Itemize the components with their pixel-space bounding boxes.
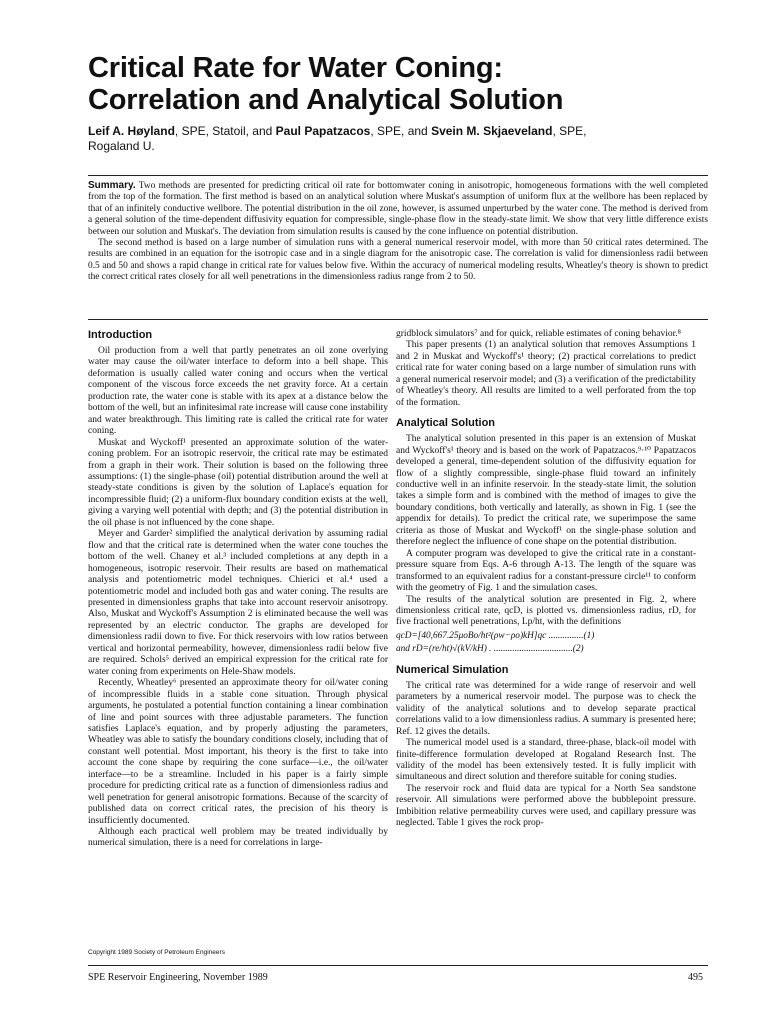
author-2-name: Paul Papatzacos — [275, 124, 371, 138]
author-line-2: Rogaland U. — [88, 139, 155, 153]
equation-2: and rD=(re/ht)√(kV/kH) . ..................................(2) — [396, 644, 584, 655]
analytical-paragraph-2: A computer program was developed to give the critical rate in a constant-pressure square from Eqs. A-6 through A-13. The length of the square was transformed to an equivalent radius for a constant-pressure circle¹¹ to conform with the geometry of Fig. 1 and the simulation cases. — [396, 548, 696, 594]
summary-lead: Summary. — [88, 180, 136, 191]
title-line-2: Correlation and Analytical Solution — [88, 84, 564, 116]
section-heading-introduction: Introduction — [88, 329, 153, 341]
author-3-affiliation: , SPE, — [552, 124, 587, 138]
summary-paragraph-2: The second method is based on a large number of simulation runs with a general numerical reservoir model, with more than 50 critical rates determined. The results are combined in an equation for the isotropic case and in a single diagram for the anisotropic case. The correlation is valid for dimensionless radii between 0.5 and 50 and shows a rapid change in critical rate for values below five. Within the accuracy of numerical modeling results, Wheatley's theory is shown to predict the correct critical rates closely for all well penetrations in the dimensionless radius range from 2 to 50. — [88, 238, 708, 283]
simulation-paragraph-2: The numerical model used is a standard, three-phase, black-oil model with finite-difference formulation developed at Rogaland Research Inst. The validity of the model has been extensively tested. It is fully implicit with simultaneous and direct solution and therefore suitable for coning studies. — [396, 738, 696, 783]
journal-footer: SPE Reservoir Engineering, November 1989 — [88, 972, 268, 983]
continued-paragraph: gridblock simulators⁷ and for quick, reliable estimates of coning behavior.⁸ — [396, 329, 681, 339]
summary-block — [88, 180, 708, 284]
summary-paragraph-1 — [88, 180, 708, 238]
summary-text-1: Two methods are presented for predicting critical oil rate for bottomwater coning in anisotropic, homogeneous formations with the well completed from the top of the formation. The first method is based on an analytical solution where Muskat's assumption of uniform flux at the wellbore has been replaced by that of an infinitely conductive wellbore. The potential distribution in the oil zone, however, is assumed unperturbed by the water cone. The method is derived from a general solution of the time-dependent diffusivity equation for compressible, single-phase flow in the steady-state limit. We show that very little difference exists between our solution and Muskat's. The deviation from simulation results is caused by the cone influence on potential distribution. — [88, 181, 708, 237]
author-2-affiliation: , SPE, and — [370, 124, 432, 138]
author-line-1 — [88, 124, 718, 139]
page-number: 495 — [688, 972, 703, 983]
scope-paragraph: This paper presents (1) an analytical solution that removes Assumptions 1 and 2 in Muskat and Wyckoff's¹ theory; (2) practical correlations to predict critical rate for water coning based on a large number of simulation runs with a general numerical reservoir model; and (3) a verification of the predictability of Wheatley's theory. All results are limited to a well perforated from the top of the formation. — [396, 340, 696, 408]
author-block — [88, 124, 718, 154]
analytical-paragraph-1: The analytical solution presented in this paper is an extension of Muskat and Wyckoff's¹ theory and is based on the work of Papatzacos.⁹·¹⁰ Papatzacos developed a general, time-dependent solution of the diffusivity equation for flow of a slightly compressible, single-phase fluid toward an infinitely conductive well in an infinite reservoir. In the steady-state limit, the solution takes a simple form and is combined with the method of images to give the boundary conditions, both vertically and laterally, as shown in Fig. 1 (see the appendix for details). To predict the critical rate, we superimpose the same criteria as those of Muskat and Wyckoff¹ on the single-phase solution and therefore neglect the influence of cone shape on the potential distribution. — [396, 434, 696, 548]
author-1-affiliation: , SPE, Statoil, and — [174, 124, 276, 138]
section-heading-numerical-simulation: Numerical Simulation — [396, 663, 509, 676]
intro-paragraph-1: Oil production from a well that partly penetrates an oil zone overlying water may cause the oil/water interface to deform into a bell shape. This deformation is usually called water coning and occurs when the vertical component of the viscous force exceeds the net gravity force. At a certain production rate, the water cone is stable with its apex at a distance below the bottom of the well, but an infinitesimal rate increase will cause cone instability and water breakthrough. This limiting rate is called the critical rate for water coning. — [88, 346, 388, 437]
summary-bottom-rule — [88, 319, 708, 320]
intro-paragraph-4: Recently, Wheatley⁶ presented an approximate theory for oil/water coning of incompressible fluids in a stable cone situation. Through physical arguments, he postulated a potential function containing a linear combination of line and point sources with three adjustable parameters. The function satisfies Laplace's equation, and by properly adjusting the parameters, Wheatley was able to satisfy the boundary conditions closely, including that of constant well potential. Most important, his theory is the first to take into account the cone shape by requiring the cone surface—i.e., the oil/water interface—to be a streamline. Included in his paper is a fairly simple procedure for predicting critical rate as a function of dimensionless radius and well penetration for general anisotropic formations. Because of the scarcity of published data on correct critical rates, the precision of his theory is insufficiently documented. — [88, 678, 388, 826]
section-heading-analytical-solution: Analytical Solution — [396, 417, 496, 430]
summary-top-rule — [88, 175, 708, 176]
simulation-paragraph-1: The critical rate was determined for a wide range of reservoir and well parameters by a numerical reservoir model. The purpose was to check the validity of the analytical solutions and to develop separate practical correlations valid to a low dimensionless radius. A summary is presented here; Ref. 12 gives the details. — [396, 680, 696, 737]
title-line-1: Critical Rate for Water Coning: — [88, 52, 503, 84]
copyright-notice: Copyright 1989 Society of Petroleum Engineers — [88, 949, 225, 956]
left-column — [88, 329, 388, 850]
paper-title — [88, 52, 708, 116]
intro-paragraph-5: Although each practical well problem may be treated individually by numerical simulation, there is a need for correlations in large- — [88, 827, 388, 849]
author-3-name: Svein M. Skjaeveland — [431, 124, 553, 138]
simulation-paragraph-3: The reservoir rock and fluid data are typical for a North Sea sandstone reservoir. All simulations were performed above the bubblepoint pressure. Imbibition relative permeability curves were used, and capillary pressure was neglected. Table 1 gives the rock prop- — [396, 783, 696, 829]
footer-rule — [88, 965, 708, 966]
intro-paragraph-3: Meyer and Garder² simplified the analytical derivation by assuming radial flow and that the critical rate is determined when the water cone touches the bottom of the well. Chaney et al.³ included completions at any depth in a homogeneous, isotropic reservoir. Their results are based on mathematical analysis and potentiometric model techniques. Chierici et al.⁴ used a potentiometric model and included both gas and water coning. The results are presented in dimensionless graphs that take into account reservoir anisotropy. Also, Muskat and Wyckoff's Assumption 2 is eliminated because the well was represented by an electric conductor. The graphs are developed for dimensionless radii down to five. For thick reservoirs with low ratios between vertical and horizontal permeability, however, dimensionless radii below five are required. Schols⁵ derived an empirical expression for the critical rate for water coning from experiments on Hele-Shaw models. — [88, 529, 388, 677]
right-column — [396, 329, 696, 830]
intro-paragraph-2: Muskat and Wyckoff¹ presented an approximate solution of the water-coning problem. For an isotropic reservoir, the critical rate may be estimated from a graph in their work. Their solution is based on the following three assumptions: (1) the single-phase (oil) potential distribution around the well at steady-state conditions is given by the solution of Laplace's equation for incompressible fluid; (2) a uniform-flux boundary condition exists at the well, giving a varying well potential with depth; and (3) the potential distribution in the oil phase is not influenced by the cone shape. — [88, 437, 388, 528]
author-1-name: Leif A. Høyland — [88, 124, 175, 138]
equation-1: qcD=[40,667.25μoBo/ht²(ρw−ρo)kH]qc ...............(1) — [396, 630, 595, 641]
analytical-paragraph-3: The results of the analytical solution are presented in Fig. 2, where dimensionless critical rate, qcD, is plotted vs. dimensionless radius, rD, for five fractional well penetrations, Lp/ht, with the definitions — [396, 594, 696, 628]
